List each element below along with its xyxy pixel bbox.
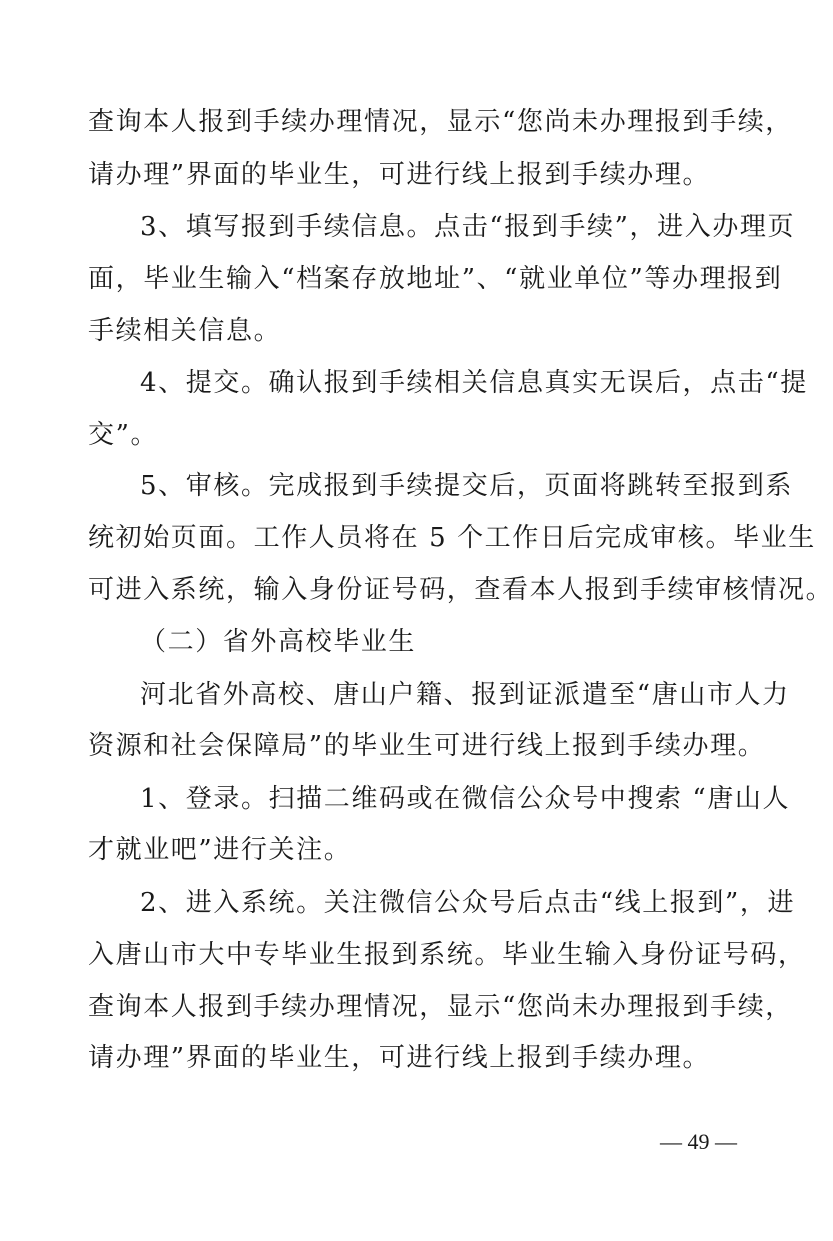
text-line-15: 才就业吧”进行关注。 [88,835,352,865]
text-line-1: 查询本人报到手续办理情况，显示“您尚未办理报到手续， [88,107,793,137]
page-number: — 49 — [660,1129,737,1154]
text-line-9: 统初始页面。工作人员将在 5 个工作日后完成审核。毕业生 [88,523,816,553]
text-line-6: 4、提交。确认报到手续相关信息真实无误后，点击“提 [140,368,808,398]
text-line-17: 入唐山市大中专毕业生报到系统。毕业生输入身份证号码， [88,940,806,970]
text-line-8: 5、审核。完成报到手续提交后，页面将跳转至报到系 [140,471,793,501]
text-line-5: 手续相关信息。 [88,316,282,346]
text-line-13: 资源和社会保障局”的毕业生可进行线上报到手续办理。 [88,731,766,761]
text-line-16: 2、进入系统。关注微信公众号后点击“线上报到”，进 [140,888,796,918]
text-line-12: 河北省外高校、唐山户籍、报到证派遣至“唐山市人力 [140,680,790,710]
text-line-3: 3、填写报到手续信息。点击“报到手续”，进入办理页 [140,212,796,242]
text-line-14: 1、登录。扫描二维码或在微信公众号中搜索 “唐山人 [140,784,791,814]
text-line-18: 查询本人报到手续办理情况，显示“您尚未办理报到手续， [88,992,793,1022]
text-line-4: 面，毕业生输入“档案存放地址”、“就业单位”等办理报到 [88,264,783,294]
text-line-10: 可进入系统，输入身份证号码，查看本人报到手续审核情况。 [88,575,833,605]
text-line-2: 请办理”界面的毕业生，可进行线上报到手续办理。 [88,160,711,190]
section-heading: （二）省外高校毕业生 [140,627,417,657]
text-line-19: 请办理”界面的毕业生，可进行线上报到手续办理。 [88,1043,711,1073]
text-line-7: 交”。 [88,420,159,450]
